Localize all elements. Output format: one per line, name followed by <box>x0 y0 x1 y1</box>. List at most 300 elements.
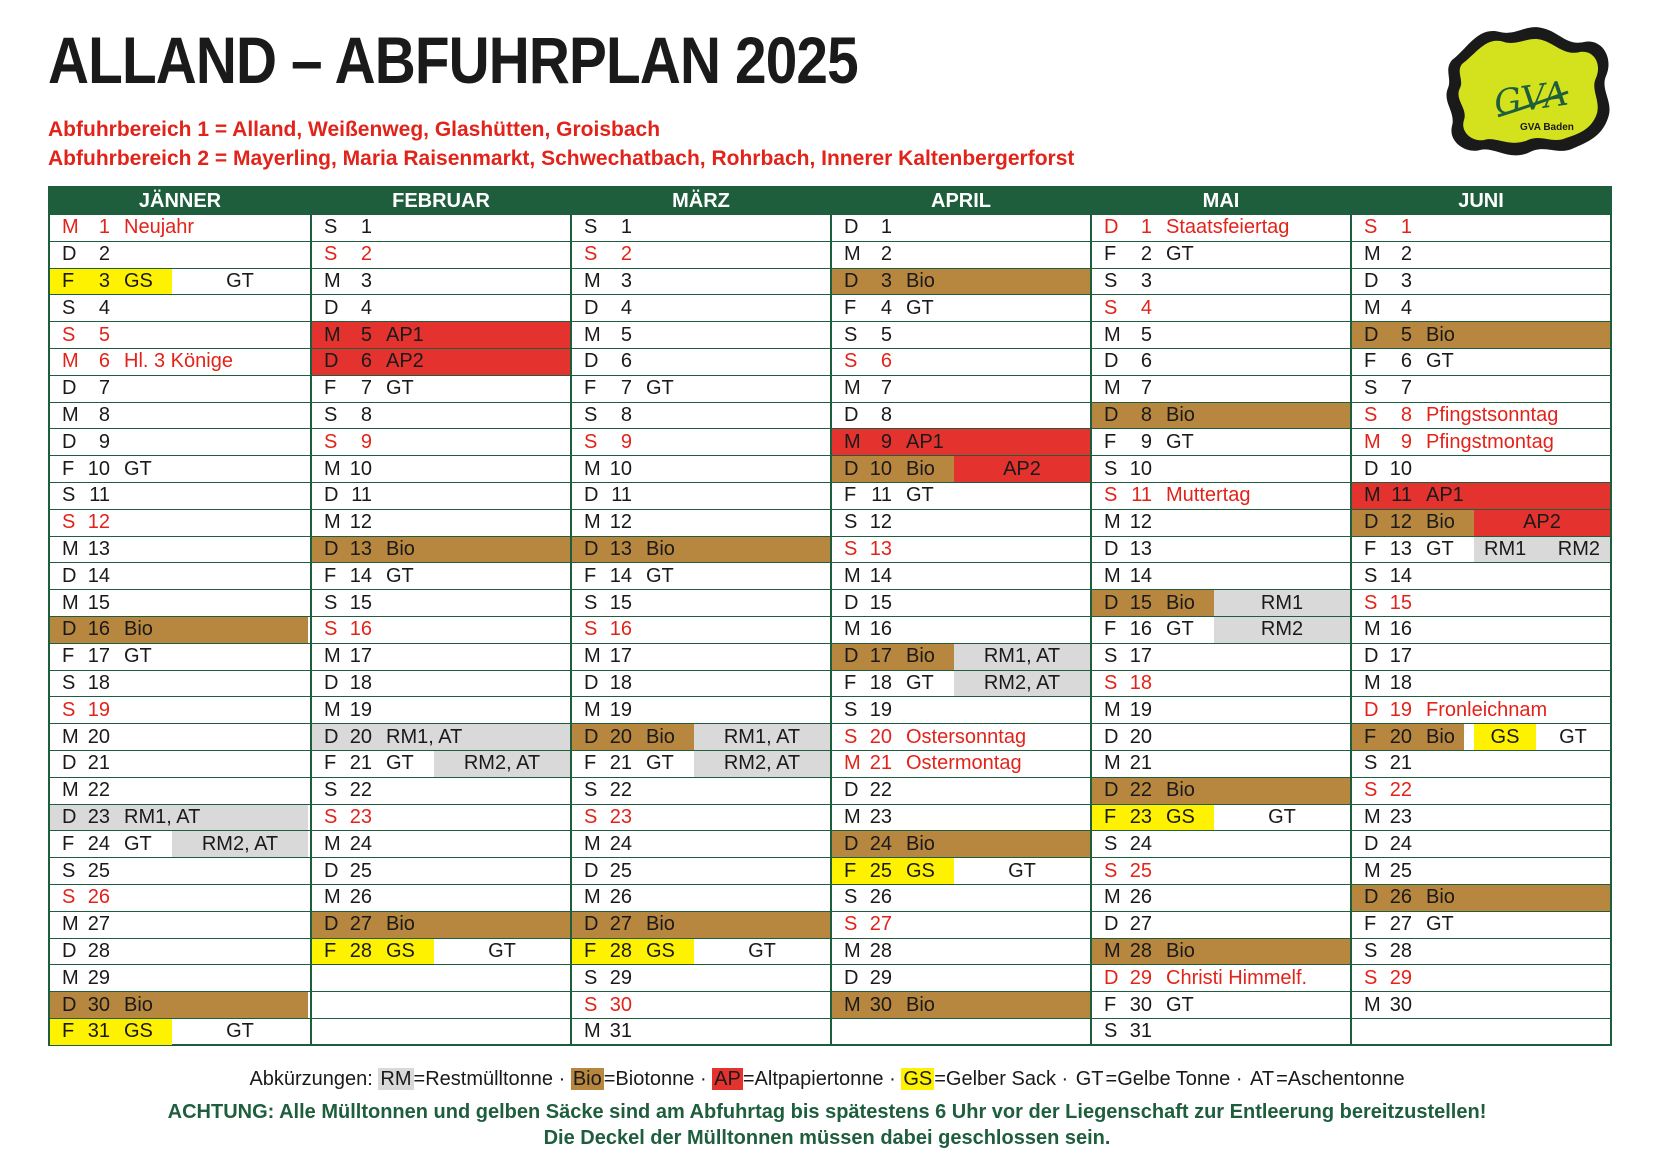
day-row <box>572 241 830 268</box>
day-entry <box>1352 295 1610 321</box>
day-number: 21 <box>609 752 632 775</box>
day-number: 14 <box>609 564 632 587</box>
day-row <box>1092 509 1350 536</box>
day-number: 15 <box>349 591 372 614</box>
weekday: M <box>1364 805 1381 828</box>
day-number: 11 <box>871 484 892 507</box>
weekday: M <box>584 886 601 909</box>
day-number: 8 <box>1140 403 1152 426</box>
weekday: F <box>844 859 857 882</box>
day-entry <box>50 429 308 455</box>
day-row <box>50 777 310 804</box>
weekday: D <box>1364 645 1379 668</box>
day-number: 28 <box>869 939 892 962</box>
weekday: S <box>1364 377 1378 400</box>
weekday: S <box>844 511 858 534</box>
weekday: D <box>844 832 859 855</box>
weekday: D <box>1364 511 1379 534</box>
day-right-note: RM2 <box>1214 617 1350 643</box>
day-right-note: RM2, AT <box>954 671 1090 697</box>
day-number: 24 <box>87 832 110 855</box>
day-note: AP1 <box>906 430 944 453</box>
weekday: M <box>1364 484 1381 507</box>
day-note: Bio <box>1166 403 1195 426</box>
day-number: 23 <box>87 805 110 828</box>
day-row <box>832 830 1090 857</box>
day-row <box>1352 428 1610 455</box>
day-entry <box>572 563 830 589</box>
weekday: S <box>62 671 76 694</box>
day-row <box>1092 562 1350 589</box>
day-entry <box>50 858 308 884</box>
day-note: AP1 <box>1426 484 1464 507</box>
day-row <box>1352 884 1610 911</box>
day-row <box>50 616 310 643</box>
day-entry <box>1092 215 1350 241</box>
day-entry <box>1352 617 1610 643</box>
day-row <box>1352 268 1610 295</box>
weekday: D <box>1104 537 1119 560</box>
day-number: 2 <box>620 243 632 266</box>
weekday: M <box>62 216 79 239</box>
day-number: 22 <box>869 779 892 802</box>
weekday: S <box>584 779 598 802</box>
day-entry <box>572 295 830 321</box>
day-number: 3 <box>98 269 110 292</box>
day-row <box>50 536 310 563</box>
day-number: 9 <box>620 430 632 453</box>
day-entry <box>572 831 830 857</box>
day-note: Bio <box>1166 779 1195 802</box>
weekday: D <box>324 296 339 319</box>
weekday: S <box>62 886 76 909</box>
day-row <box>312 1018 570 1045</box>
day-number: 5 <box>360 323 372 346</box>
weekday: M <box>844 564 861 587</box>
weekday: D <box>1104 725 1119 748</box>
day-entry <box>50 805 308 831</box>
weekday: S <box>62 296 76 319</box>
weekday: S <box>62 323 76 346</box>
day-entry <box>312 939 434 965</box>
day-number: 2 <box>1140 243 1152 266</box>
day-number: 29 <box>609 966 632 989</box>
day-row <box>312 348 570 375</box>
day-number: 1 <box>880 216 892 239</box>
day-entry <box>572 349 830 375</box>
day-entry <box>1352 885 1610 911</box>
day-entry <box>832 965 1090 991</box>
day-row <box>50 348 310 375</box>
day-entry <box>1352 992 1610 1018</box>
day-entry <box>1092 242 1350 268</box>
weekday: S <box>1364 939 1378 962</box>
day-number: 21 <box>1389 752 1412 775</box>
day-row <box>50 402 310 429</box>
day-note: GT <box>1426 537 1454 560</box>
day-number: 5 <box>880 323 892 346</box>
day-entry <box>1352 456 1610 482</box>
day-number: 12 <box>349 511 372 534</box>
day-entry <box>832 537 1090 563</box>
weekday: F <box>584 377 597 400</box>
weekday: D <box>62 243 77 266</box>
day-entry <box>312 269 570 295</box>
day-number: 20 <box>87 725 110 748</box>
day-row <box>832 938 1090 965</box>
weekday: S <box>324 779 338 802</box>
day-number: 24 <box>609 832 632 855</box>
day-row <box>1092 938 1350 965</box>
day-number: 21 <box>349 752 372 775</box>
day-note: RM1, AT <box>386 725 463 748</box>
day-number: 2 <box>98 243 110 266</box>
day-entry <box>1352 831 1610 857</box>
day-note: Pfingstmontag <box>1426 430 1554 453</box>
day-entry <box>1352 322 1610 348</box>
day-row <box>312 268 570 295</box>
weekday: M <box>584 323 601 346</box>
day-number: 25 <box>609 859 632 882</box>
day-row <box>1092 241 1350 268</box>
weekday: D <box>1104 216 1119 239</box>
day-row <box>572 938 830 965</box>
weekday: D <box>584 296 599 319</box>
day-row <box>50 455 310 482</box>
day-entry <box>50 939 308 965</box>
weekday: D <box>844 645 859 668</box>
day-entry <box>832 403 1090 429</box>
abbreviation-legend <box>0 1066 1654 1092</box>
day-row <box>572 214 830 241</box>
day-right-note: GT <box>748 939 776 962</box>
day-entry <box>572 617 830 643</box>
day-entry <box>1352 429 1610 455</box>
weekday: D <box>1104 350 1119 373</box>
day-number: 8 <box>1400 403 1412 426</box>
weekday: M <box>584 457 601 480</box>
weekday: S <box>1104 832 1118 855</box>
day-right-note-a: RM1 <box>1484 537 1527 560</box>
weekday: M <box>324 511 341 534</box>
legend-abbr: RM <box>380 1068 412 1090</box>
day-row <box>1092 402 1350 429</box>
day-entry <box>1352 912 1610 938</box>
weekday: F <box>324 939 337 962</box>
day-row <box>1352 402 1610 429</box>
day-note: GT <box>1166 618 1194 641</box>
month-header: FEBRUAR <box>312 188 570 214</box>
day-number: 13 <box>87 537 110 560</box>
day-entry <box>572 269 830 295</box>
day-row <box>50 214 310 241</box>
logo-caption: GVA Baden <box>1520 122 1574 133</box>
day-number: 26 <box>1129 886 1152 909</box>
day-row <box>50 723 310 750</box>
day-row <box>1092 696 1350 723</box>
weekday: D <box>584 671 599 694</box>
day-row <box>312 375 570 402</box>
day-row <box>832 589 1090 616</box>
day-row <box>50 589 310 616</box>
day-entry <box>312 403 570 429</box>
day-number: 31 <box>87 1020 110 1043</box>
weekday: M <box>62 966 79 989</box>
day-row <box>832 562 1090 589</box>
day-row <box>1092 991 1350 1018</box>
weekday: F <box>62 1020 75 1043</box>
month-column <box>570 188 830 1044</box>
day-entry <box>572 671 830 697</box>
day-row <box>832 750 1090 777</box>
day-number: 11 <box>351 484 372 507</box>
day-number: 8 <box>98 403 110 426</box>
weekday: S <box>584 403 598 426</box>
weekday: S <box>844 350 858 373</box>
day-number: 25 <box>869 859 892 882</box>
day-row <box>572 884 830 911</box>
day-entry <box>1092 617 1214 643</box>
day-number: 25 <box>1129 859 1152 882</box>
weekday: S <box>584 805 598 828</box>
weekday: F <box>324 377 337 400</box>
day-entry <box>572 724 694 750</box>
weekday: S <box>1104 484 1118 507</box>
day-entry <box>312 724 570 750</box>
legend-desc: =Gelber Sack <box>934 1068 1056 1090</box>
day-number: 24 <box>869 832 892 855</box>
day-number: 6 <box>1400 350 1412 373</box>
day-row <box>572 375 830 402</box>
legend-abbr: GS <box>903 1068 933 1090</box>
weekday: D <box>62 430 77 453</box>
day-row <box>572 670 830 697</box>
day-number: 3 <box>360 269 372 292</box>
day-row <box>1092 616 1350 643</box>
day-row <box>312 428 570 455</box>
day-row <box>1092 214 1350 241</box>
weekday: S <box>584 430 598 453</box>
weekday: M <box>844 993 861 1016</box>
weekday: M <box>1364 430 1381 453</box>
weekday: F <box>584 564 597 587</box>
day-number: 4 <box>1400 296 1412 319</box>
day-entry <box>50 992 308 1018</box>
day-right-note: RM1, AT <box>694 724 830 750</box>
day-entry <box>312 349 570 375</box>
day-entry <box>50 242 308 268</box>
day-row <box>1092 911 1350 938</box>
day-number: 11 <box>89 484 110 507</box>
day-row <box>1092 670 1350 697</box>
weekday: M <box>844 618 861 641</box>
month-header: JUNI <box>1352 188 1610 214</box>
day-entry <box>832 697 1090 723</box>
day-row <box>50 884 310 911</box>
weekday: F <box>844 484 857 507</box>
month-header: MAI <box>1092 188 1350 214</box>
day-entry <box>50 537 308 563</box>
day-entry <box>1352 349 1610 375</box>
day-number: 17 <box>349 645 372 668</box>
weekday: S <box>584 993 598 1016</box>
day-entry <box>832 617 1090 643</box>
day-number: 30 <box>609 993 632 1016</box>
weekday: S <box>62 859 76 882</box>
day-number: 20 <box>609 725 632 748</box>
day-number: 4 <box>1140 296 1152 319</box>
day-entry <box>1092 376 1350 402</box>
day-row <box>1092 857 1350 884</box>
day-entry <box>832 992 1090 1018</box>
day-entry <box>1092 563 1350 589</box>
day-entry <box>312 831 570 857</box>
day-entry <box>1352 965 1610 991</box>
day-number: 26 <box>869 886 892 909</box>
day-entry <box>50 724 308 750</box>
day-entry <box>572 939 694 965</box>
weekday: D <box>1364 886 1379 909</box>
legend-prefix: Abkürzungen: <box>249 1068 379 1090</box>
day-row <box>1092 589 1350 616</box>
day-number: 7 <box>880 377 892 400</box>
weekday: S <box>324 805 338 828</box>
weekday: D <box>62 805 77 828</box>
day-row <box>1352 375 1610 402</box>
day-note: Bio <box>1426 886 1455 909</box>
day-number: 25 <box>1389 859 1412 882</box>
day-number: 13 <box>1389 537 1412 560</box>
day-entry <box>312 510 570 536</box>
day-number: 25 <box>349 859 372 882</box>
day-number: 24 <box>349 832 372 855</box>
day-right-note: GT <box>1559 725 1587 748</box>
day-entry <box>832 724 1090 750</box>
day-note: Staatsfeiertag <box>1166 216 1290 239</box>
day-number: 22 <box>349 779 372 802</box>
day-number: 16 <box>349 618 372 641</box>
day-number: 19 <box>609 698 632 721</box>
day-note: GT <box>1166 243 1194 266</box>
day-number: 10 <box>609 457 632 480</box>
month-column <box>1350 188 1610 1044</box>
weekday: F <box>1104 243 1117 266</box>
day-entry <box>312 671 570 697</box>
day-entry <box>1092 831 1350 857</box>
day-row <box>832 402 1090 429</box>
day-row <box>832 536 1090 563</box>
day-note: Hl. 3 Könige <box>124 350 233 373</box>
day-number: 19 <box>1129 698 1152 721</box>
weekday: M <box>584 269 601 292</box>
day-entry <box>572 965 830 991</box>
weekday: S <box>1104 645 1118 668</box>
day-number: 20 <box>349 725 372 748</box>
day-note: GT <box>906 296 934 319</box>
weekday: M <box>62 591 79 614</box>
weekday: D <box>844 269 859 292</box>
day-note: Neujahr <box>124 216 195 239</box>
day-row <box>572 750 830 777</box>
weekday: S <box>1104 859 1118 882</box>
day-entry <box>572 885 830 911</box>
day-row <box>1092 777 1350 804</box>
legend-desc: =Restmülltonne <box>413 1068 554 1090</box>
day-note: GT <box>646 377 674 400</box>
day-number: 19 <box>349 698 372 721</box>
weekday: M <box>1104 564 1121 587</box>
day-entry <box>1092 939 1350 965</box>
day-note: GT <box>386 377 414 400</box>
day-right-note: GT <box>1008 859 1036 882</box>
day-number: 21 <box>87 752 110 775</box>
day-row <box>1352 911 1610 938</box>
day-entry <box>1352 751 1610 777</box>
day-row <box>50 1018 310 1045</box>
weekday: D <box>1104 591 1119 614</box>
day-row <box>832 455 1090 482</box>
day-number: 1 <box>98 216 110 239</box>
day-entry <box>832 939 1090 965</box>
day-row <box>1352 482 1610 509</box>
day-entry <box>312 322 570 348</box>
day-entry <box>572 1019 830 1045</box>
day-row <box>1352 938 1610 965</box>
month-column <box>830 188 1090 1044</box>
day-entry <box>1352 697 1610 723</box>
day-row <box>1352 1018 1610 1045</box>
day-row <box>312 750 570 777</box>
day-entry <box>572 992 830 1018</box>
day-row <box>1352 804 1610 831</box>
day-note: GS <box>906 859 935 882</box>
day-entry <box>572 912 830 938</box>
day-note: RM1, AT <box>124 805 201 828</box>
weekday: F <box>1364 725 1377 748</box>
day-row <box>832 348 1090 375</box>
day-number: 8 <box>620 403 632 426</box>
weekday: D <box>324 859 339 882</box>
weekday: S <box>584 243 598 266</box>
day-row <box>572 268 830 295</box>
day-row <box>312 214 570 241</box>
day-entry <box>312 858 570 884</box>
day-right-note: GT <box>1268 805 1296 828</box>
day-number: 13 <box>869 537 892 560</box>
day-note: Bio <box>906 269 935 292</box>
day-number: 17 <box>609 645 632 668</box>
weekday: D <box>584 913 599 936</box>
month-column <box>310 188 570 1044</box>
day-note: AP1 <box>386 323 424 346</box>
day-number: 24 <box>1389 832 1412 855</box>
day-entry <box>312 456 570 482</box>
weekday: M <box>62 913 79 936</box>
weekday: S <box>844 537 858 560</box>
weekday: S <box>324 430 338 453</box>
day-number: 18 <box>609 671 632 694</box>
day-entry <box>50 403 308 429</box>
day-number: 27 <box>87 913 110 936</box>
day-entry <box>1092 537 1350 563</box>
day-row <box>312 241 570 268</box>
day-row <box>312 509 570 536</box>
day-entry <box>1092 805 1214 831</box>
day-number: 14 <box>87 564 110 587</box>
day-entry <box>832 269 1090 295</box>
weekday: D <box>324 350 339 373</box>
day-row <box>50 830 310 857</box>
